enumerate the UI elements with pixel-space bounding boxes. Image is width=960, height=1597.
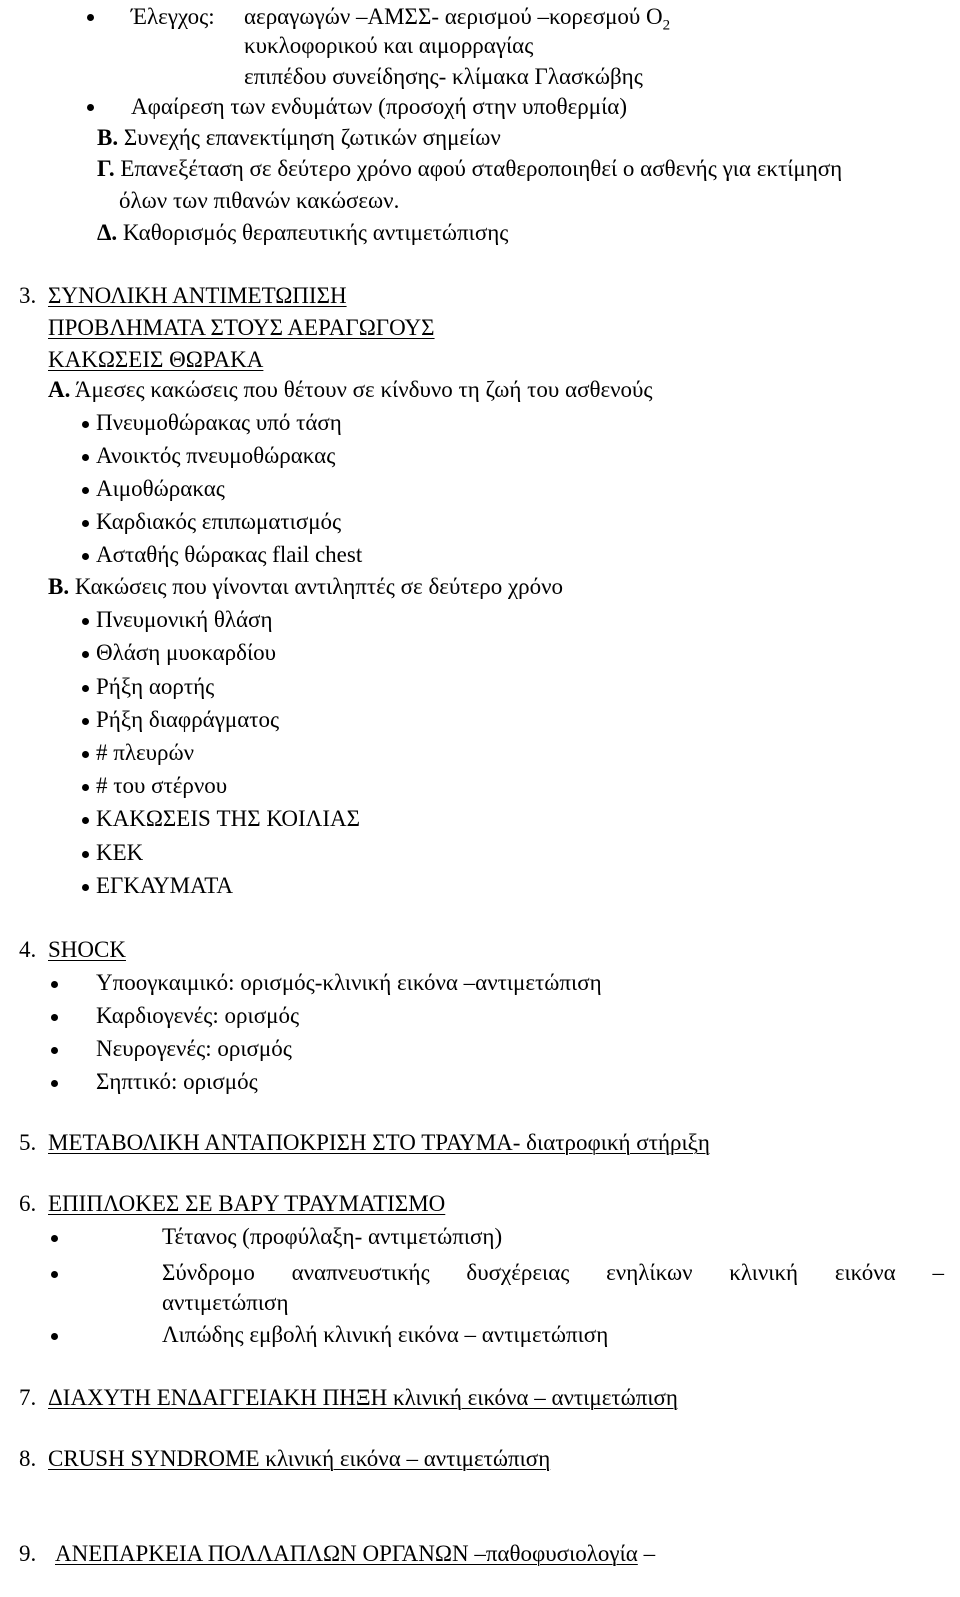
- list-item: Πνευμοθώρακας υπό τάση: [96, 410, 342, 435]
- step-g-cont: όλων των πιθανών κακώσεων.: [119, 188, 400, 213]
- list-item: # του στέρνου: [96, 773, 228, 798]
- undress-item: Αφαίρεση των ενδυμάτων (προσοχή στην υποθερμία): [131, 94, 627, 119]
- chest-a-heading: Α. Άμεσες κακώσεις που θέτουν σε κίνδυνο τη ζωή του ασθενούς: [48, 377, 653, 402]
- section-5-number: 5.: [19, 1130, 37, 1155]
- section-3-title: ΣΥΝΟΛΙΚΗ ΑΝΤΙΜΕΤΩΠΙΣΗ: [48, 283, 347, 308]
- list-item: Πνευμονική θλάση: [96, 607, 273, 632]
- section-6-number: 6.: [19, 1191, 37, 1216]
- step-d: Δ. Καθορισμός θεραπευτικής αντιμετώπισης: [97, 220, 509, 245]
- bullet-icon: [82, 520, 89, 527]
- bullet-icon: [82, 751, 89, 758]
- list-item: Σύνδρομο αναπνευστικής δυσχέρειας ενηλίκων κλινική εικόνα –: [162, 1260, 944, 1285]
- bullet-icon: [51, 1014, 58, 1021]
- section-4-number: 4.: [19, 937, 37, 962]
- section-7-number: 7.: [19, 1385, 37, 1410]
- bullet-icon: [87, 104, 94, 111]
- bullet-icon: [51, 1271, 58, 1278]
- control-line-consciousness: επιπέδου συνείδησης- κλίμακα Γλασκώβης: [244, 64, 643, 89]
- list-item: Ασταθής θώρακας flail chest: [96, 542, 363, 567]
- section-5-title: ΜΕΤΑΒΟΛΙΚΗ ΑΝΤΑΠΟΚΡΙΣΗ ΣΤΟ ΤΡΑΥΜΑ- διατροφική στήριξη: [48, 1130, 710, 1155]
- chest-b-heading: Β. Κακώσεις που γίνονται αντιληπτές σε δεύτερο χρόνο: [48, 574, 564, 599]
- bullet-icon: [82, 884, 89, 891]
- list-item: # πλευρών: [96, 740, 195, 765]
- list-item: Υποογκαιμικό: ορισμός-κλινική εικόνα –αντιμετώπιση: [96, 970, 602, 995]
- section-3-number: 3.: [19, 283, 37, 308]
- list-item: Καρδιογενές: ορισμός: [96, 1003, 300, 1028]
- section-9-title-line: ΑΝΕΠΑΡΚΕΙΑ ΠΟΛΛΑΠΛΩΝ ΟΡΓΑΝΩΝ –παθοφυσιολογία –: [55, 1541, 656, 1566]
- list-item: Θλάση μυοκαρδίου: [96, 640, 277, 665]
- bullet-icon: [82, 817, 89, 824]
- list-item: Νευρογενές: ορισμός: [96, 1036, 292, 1061]
- control-line-airway: αεραγωγών –ΑΜΣΣ- αερισμού –κορεσμού $O_2$: [244, 4, 671, 34]
- bullet-icon: [82, 487, 89, 494]
- section-9-title: ΑΝΕΠΑΡΚΕΙΑ ΠΟΛΛΑΠΛΩΝ ΟΡΓΑΝΩΝ –παθοφυσιολογία: [55, 1541, 638, 1566]
- bullet-icon: [87, 14, 94, 21]
- bullet-icon: [82, 718, 89, 725]
- list-item-cont: αντιμετώπιση: [162, 1290, 289, 1315]
- bullet-icon: [51, 981, 58, 988]
- section-4-title: SHOCK: [48, 937, 126, 962]
- step-b: Β. Συνεχής επανεκτίμηση ζωτικών σημείων: [97, 125, 501, 150]
- section-6-title: ΕΠΙΠΛΟΚΕΣ ΣΕ ΒΑΡΥ ΤΡΑΥΜΑΤΙΣΜΟ: [48, 1191, 446, 1216]
- o2-subscript: 2: [662, 17, 671, 34]
- list-item: Αιμοθώρακας: [96, 476, 225, 501]
- list-item: Ρήξη διαφράγματος: [96, 707, 280, 732]
- section-8-title: CRUSH SYNDROME κλινική εικόνα – αντιμετώπιση: [48, 1446, 551, 1471]
- section-3-sub-chest: ΚΑΚΩΣΕΙΣ ΘΩΡΑΚΑ: [48, 347, 264, 372]
- control-label: Έλεγχος:: [131, 4, 215, 29]
- bullet-icon: [82, 421, 89, 428]
- control-line-circulation: κυκλοφορικού και αιμορραγίας: [244, 33, 534, 58]
- section-8-number: 8.: [19, 1446, 37, 1471]
- bullet-icon: [51, 1333, 58, 1340]
- list-item: ΚΑΚΩΣΕΙS ΤΗΣ ΚΟΙΛΙΑΣ: [96, 806, 360, 831]
- section-9-number: 9.: [19, 1541, 37, 1566]
- bullet-icon: [82, 618, 89, 625]
- list-item: Λιπώδης εμβολή κλινική εικόνα – αντιμετώπιση: [162, 1322, 609, 1347]
- list-item: ΚΕΚ: [96, 840, 144, 865]
- bullet-icon: [82, 784, 89, 791]
- list-item: Ανοικτός πνευμοθώρακας: [96, 443, 336, 468]
- step-g: Γ. Επανεξέταση σε δεύτερο χρόνο αφού σταθεροποιηθεί ο ασθενής για εκτίμηση: [97, 156, 843, 181]
- list-item: ΕΓΚΑΥΜΑΤΑ: [96, 873, 234, 898]
- bullet-icon: [51, 1235, 58, 1242]
- bullet-icon: [82, 685, 89, 692]
- list-item: Σηπτικό: ορισμός: [96, 1069, 258, 1094]
- section-7-title: ΔΙΑΧΥΤΗ ΕΝΔΑΓΓΕΙΑΚΗ ΠΗΞΗ κλινική εικόνα – αντιμετώπιση: [48, 1385, 678, 1410]
- bullet-icon: [82, 851, 89, 858]
- bullet-icon: [51, 1047, 58, 1054]
- section-3-sub-airways: ΠΡΟΒΛΗΜΑΤΑ ΣΤΟΥΣ ΑΕΡΑΓΩΓΟΥΣ: [48, 315, 435, 340]
- list-item: Τέτανος (προφύλαξη- αντιμετώπιση): [162, 1224, 503, 1249]
- bullet-icon: [82, 454, 89, 461]
- list-item: Καρδιακός επιπωματισμός: [96, 509, 342, 534]
- list-item: Ρήξη αορτής: [96, 674, 215, 699]
- bullet-icon: [51, 1080, 58, 1087]
- bullet-icon: [82, 651, 89, 658]
- bullet-icon: [82, 553, 89, 560]
